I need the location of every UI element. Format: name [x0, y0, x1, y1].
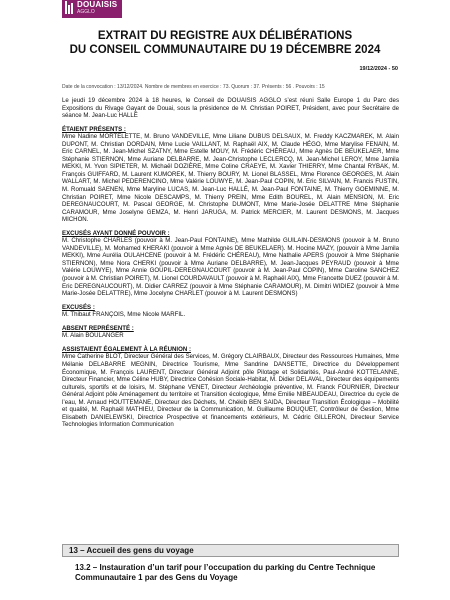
absent-list: M. Alain BOULANGER [62, 332, 124, 340]
logo-mark-icon [65, 1, 74, 14]
convocation-line: Date de la convocation : 13/12/2024. Nombre de membres en exercice : 73. Quorum : 37. Présents : 56 . Pouvoirs : 15 [62, 84, 325, 90]
attendees-list: Mme Catherine BLOT, Directeur Général des Services, M. Grégory CLAIRBAUX, Directeur des Ressources Humaines, Mme Mélanie DELABARRE MEGNIN, Directrice Tourisme, Mme Sandrine DANSETTE, Directrice du Développement Économique, M. François LAURENT, Directeur Général Adjoint pôle Pilotage et Solidarités, Paul-André KOTTELANNE, Directeur Financier, Mme Céline HUBY, Directrice Cohésion Sociale-Habitat, M. Didier DELAVAL, Directeur des équipements culturels, sportifs et de loisirs, M. Stéphane VENET, Directeur Archéologie préventive, M. Franck FOURNIER, Directeur Général Adjoint pôle Aménagement du territoire et Transition écologique, Mme Emilie NIBEAUDEAU, Directrice du cycle de l’eau, M. Arnaud HOUTTEMANE, Directeur des Déchets, M. Chékib BEN SAIDA, Directeur Transition Écologique – Mobilité et qualité, M. Raphaël MATHIEU, Directeur de la Communication, M. Guillaume BOUQUET, Contrôleur de Gestion, Mme Elisabeth DANIELEWSKI, Directrice Prospective et financements extérieurs, M. Cédric GILLERON, Directeur Service Technologies Information Communication [62, 353, 399, 429]
present-list: Mme Nadine MORTELETTE, M. Bruno VANDEVILLE, Mme Liliane DUBUS DELSAUX, M. Freddy KACZMAREK, M. Alain DUPONT, M. Christian DORDAIN, Mme Lucie VAILLANT, M. Raphaël AIX, M. Claude HÉGO, Mme Marylise FENAIN, M. Eric CARNEL, M. Jean-Michel SZATNY, Mme Estelle MOUY, M. Frédéric CHÉREAU, Mme Agnès DE BEUKELAER, Mme Stéphanie STIERNON, Mme Auriane DELBARRE, M. Jean-Christophe LECLERCQ, M. Jean-Michel LEROY, Mme Jamila MEKKI, M. Yvon SIPIETER, M. Michaël DOZIÈRE, Mme Coline CRAEYE, M. Xavier THIERRY, Mme Chantal RYBAK, M. François GUIFFARD, M. Laurent KUMOREK, M. Thierry BOURY, M. Lionel BLASSEL, Mme Florence GEORGES, M. Alain WALLART, M. Michel PEDERENCINO, Mme Valérie LOUWYE, M. Jean-Paul COPIN, M. Eric SILVAIN, M. Francis FUSTIN, M. Romuald SAENEN, Mme Maryline LUCAS, M. Jean-Luc HALLÉ, M. Jean-Paul FONTAINE, M. Thierry GOEMINNE, M. Christian POIRET, Mme Nicole DESCAMPS, M. Thierry PREIN, Mme Edith BOUREL, M. Alain MENSION, M. Eric DEREGNAUCOURT, M. Pascal GEORGE, M. Christophe DUMONT, Mme Marie-Josée DELATTRE Mme Stéphanie CARAMOUR, Mme Joselyne GEMZA, M. Henri JARUGA, M. Patrick MERCIER, M. Laurent DESMONS, M. Jacques MICHON. [62, 133, 399, 224]
document-body [62, 97, 399, 435]
excused-heading: EXCUSÉS : [62, 303, 95, 311]
present-heading: ÉTAIENT PRÉSENTS : [62, 125, 126, 133]
logo-text: DOUAISIS [77, 0, 118, 9]
agenda-item-title: 13.2 – Instauration d’un tarif pour l’occupation du parking du Centre Technique Communautaire 1 par des Gens du Voyage [75, 563, 376, 582]
deliberation-reference: 19/12/2024 - 50 [359, 66, 398, 72]
attendees-heading: ASSISTAIENT ÉGALEMENT À LA RÉUNION : [62, 345, 191, 353]
document-title [0, 30, 450, 57]
intro-paragraph: Le jeudi 19 décembre 2024 à 18 heures, le Conseil de DOUAISIS AGGLO s’est réuni Salle Europe 1 du Parc des Expositions du Rivage Gayant de Douai, sous la présidence de M. Christian POIRET, Président, avec pour Secrétaire de séance M. Jean-Luc HALLÉ [62, 97, 399, 120]
excused-list: M. Thibaut FRANÇOIS, Mme Nicole MARFIL. [62, 311, 186, 319]
douaisis-agglo-logo [62, 0, 122, 18]
agenda-section-title: 13 – Accueil des gens du voyage [62, 544, 399, 557]
proxy-list: M. Christophe CHARLES (pouvoir à M. Jean-Paul FONTAINE), Mme Mathilde GUILAIN-DESMONS (pouvoir à M. Bruno VANDEVILLE), M. Mohamed KHERAKI (pouvoir à Mme Agnès DE BEUKELAER). M. Hocine MAZY, (pouvoir à Mme Jamila MEKKI), Mme Aurélia OULAHCENE (pouvoir à M. Frédéric CHÉREAU), Mme Nathalie APERS (pouvoir à Mme Stéphanie STIERNON), Mme Nora CHERKI (pouvoir à Mme Auriane DELBARRE), M. Jean-Jacques PEYRAUD (pouvoir à Mme Valérie LOUWYE), Mme Annie GOUPIL-DEREGNAUCOURT (pouvoir à M. Jean-Paul COPIN), Mme Caroline SANCHEZ (pouvoir à M. Christian POIRET), M. Lionel COURDAVAULT (pouvoir à M. Raphaël AIX), Mme Francette DUEZ (pouvoir à M. Eric DEREGNAUCOURT), M. Didier CARREZ (pouvoir à Mme Stéphanie CARAMOUR), M. Dimitri WIDIEZ (pouvoir à Mme Marie-Josée DELATTRE), Mme Jocelyne CHARLET (pouvoir à M. Laurent DESMONS) [62, 237, 399, 298]
title-line-1: EXTRAIT DU REGISTRE AUX DÉLIBÉRATIONS [97, 30, 353, 42]
absent-heading: ABSENT REPRÉSENTÉ : [62, 324, 134, 332]
title-line-2: DU CONSEIL COMMUNAUTAIRE DU 19 DÉCEMBRE 2024 [69, 43, 381, 56]
logo-subtext: AGGLO [77, 9, 95, 15]
proxy-heading: EXCUSÉS AYANT DONNÉ POUVOIR : [62, 229, 170, 237]
